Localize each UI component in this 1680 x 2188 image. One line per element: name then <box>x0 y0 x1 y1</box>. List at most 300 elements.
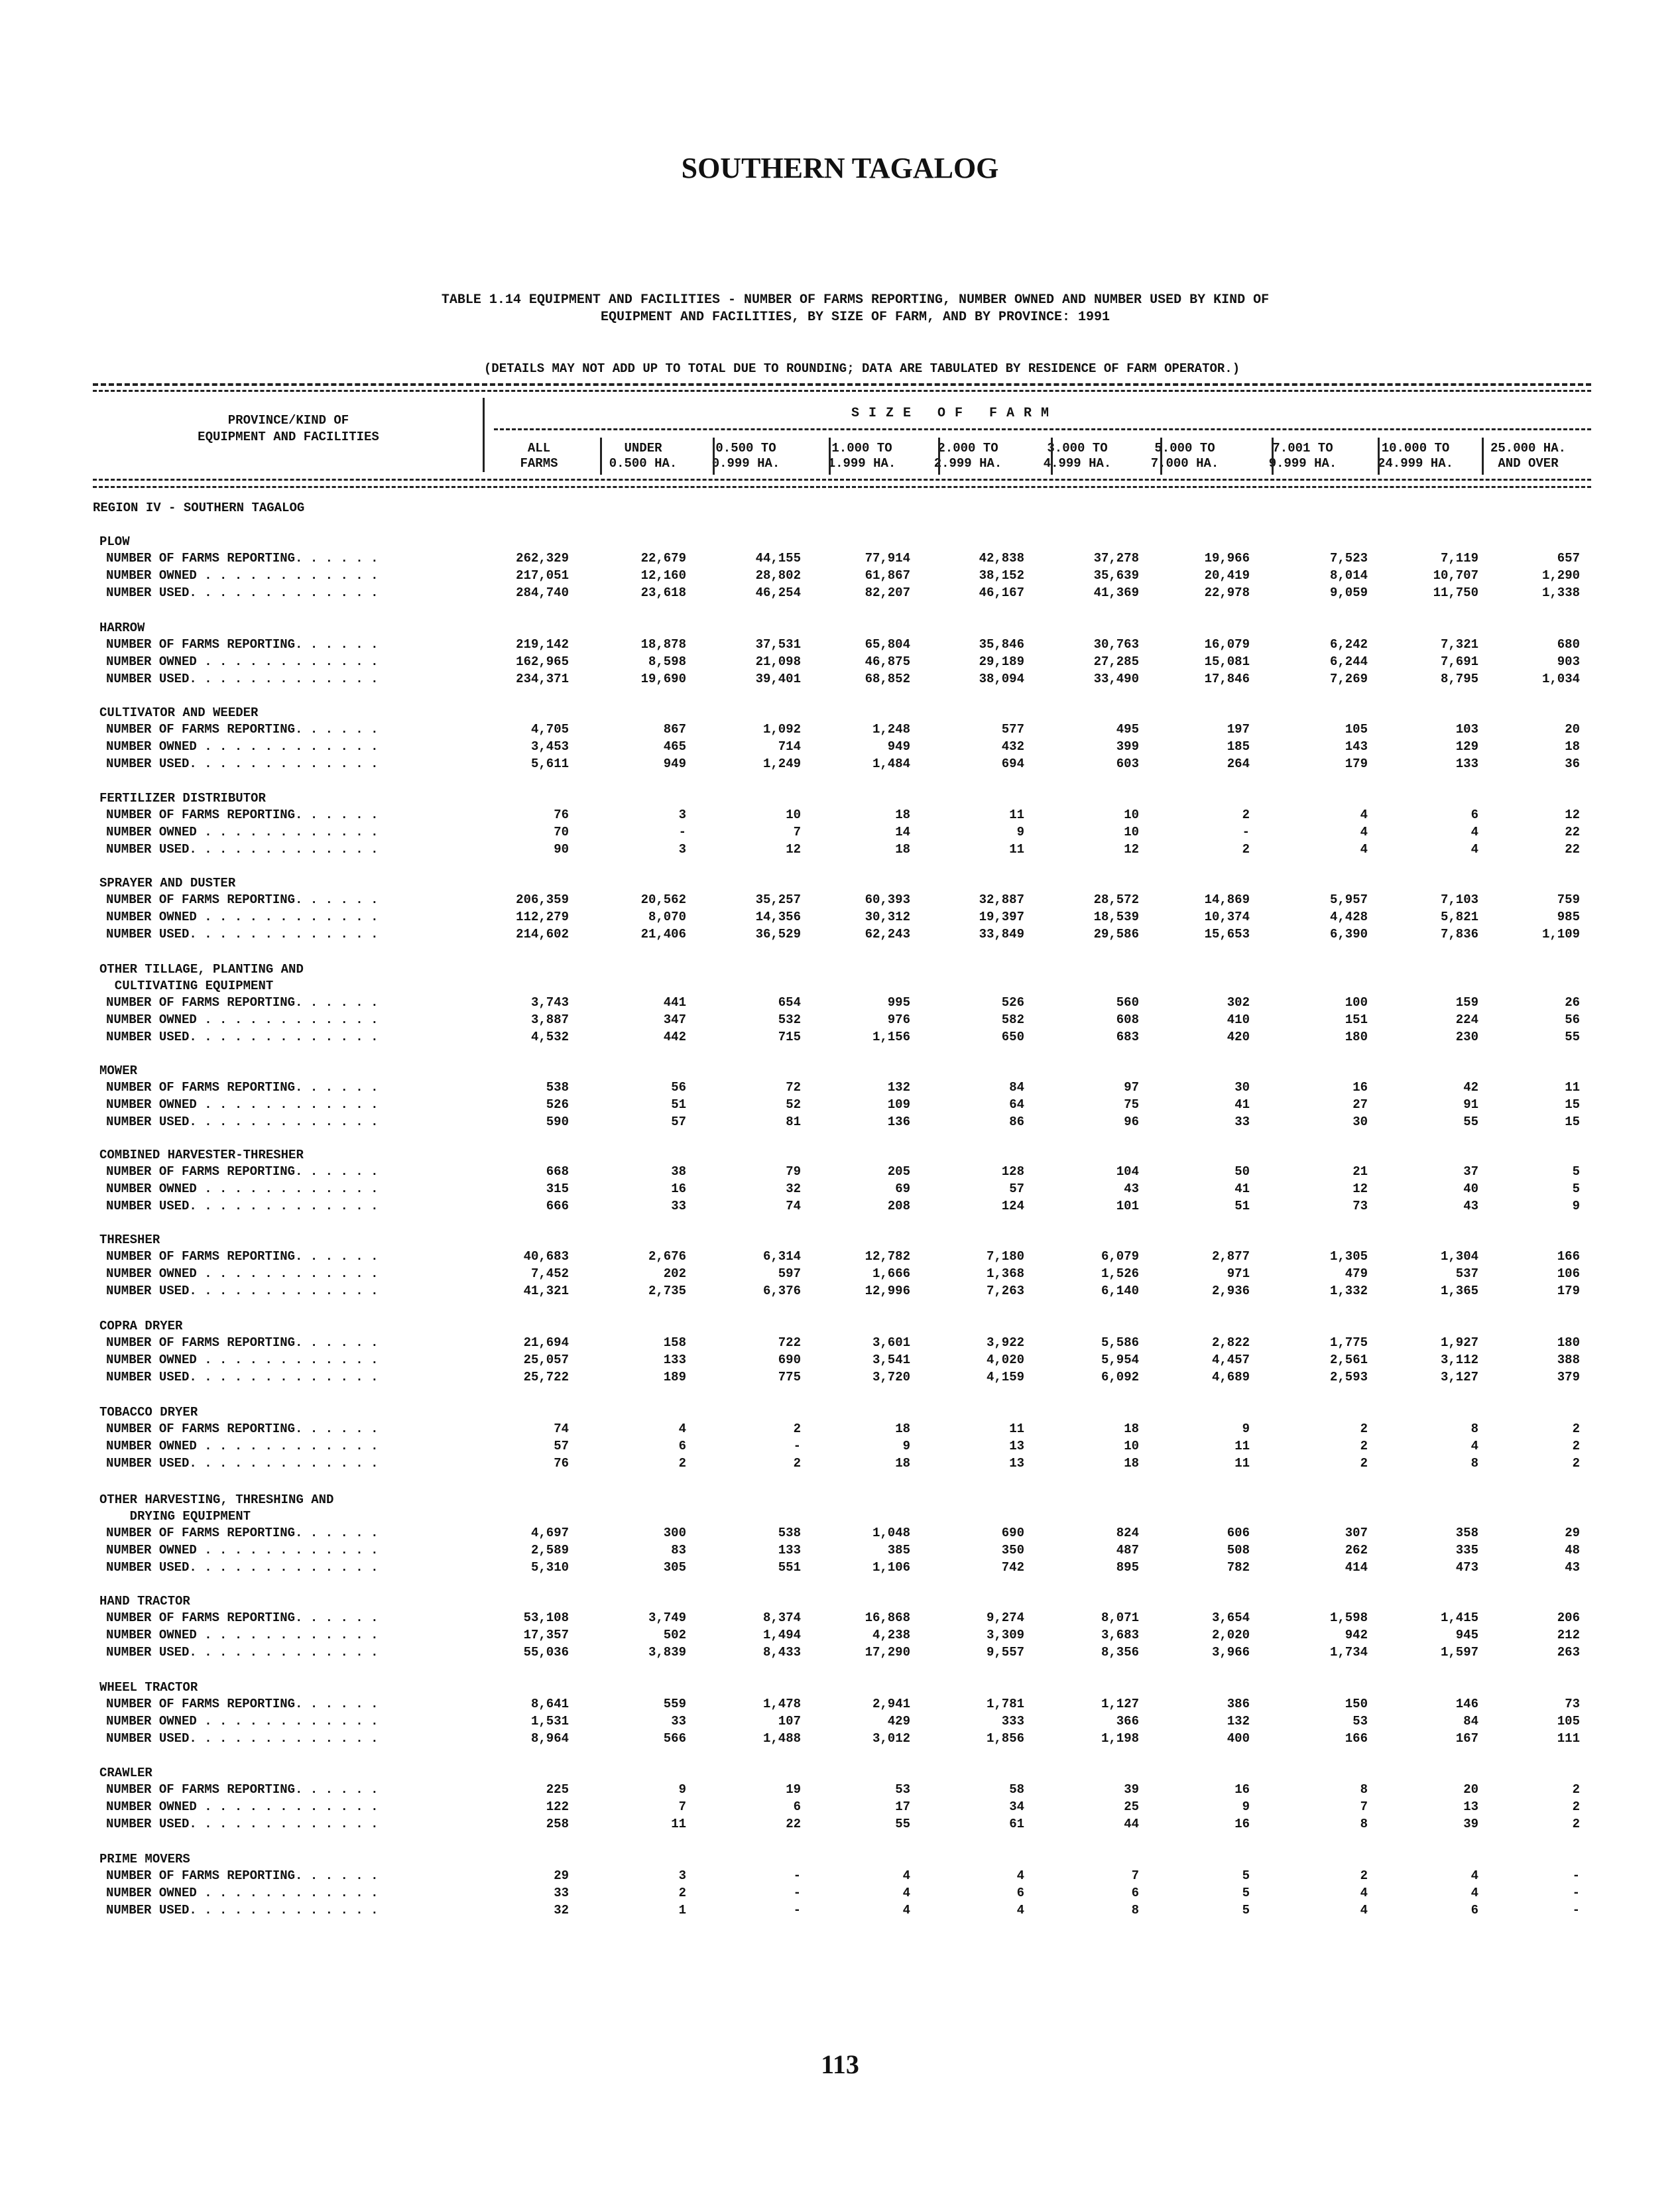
table-cell: 8,795 <box>1440 672 1478 686</box>
table-cell: 3 <box>678 842 686 857</box>
table-cell: 32 <box>554 1903 569 1917</box>
table-cell: 40 <box>1463 1182 1478 1196</box>
table-cell: 4 <box>1470 1868 1478 1883</box>
table-cell: 2 <box>1572 1799 1580 1814</box>
table-cell: 6 <box>1470 1903 1478 1917</box>
table-cell: 3,453 <box>530 739 569 754</box>
table-cell: 8,433 <box>762 1645 801 1660</box>
table-cell: 742 <box>1001 1560 1024 1575</box>
row-label: NUMBER USED. . . . . . . . . . . . . <box>106 1817 379 1831</box>
table-cell: 3,127 <box>1440 1370 1478 1384</box>
table-cell: 3,112 <box>1440 1353 1478 1367</box>
table-cell: 11 <box>1009 842 1024 857</box>
table-cell: 1,488 <box>762 1731 801 1746</box>
table-cell: 264 <box>1227 757 1250 771</box>
table-cell: 690 <box>778 1353 801 1367</box>
table-cell: 18 <box>1565 739 1580 754</box>
table-cell: 441 <box>663 995 686 1010</box>
table-cell: 57 <box>671 1115 686 1129</box>
table-cell: 3,541 <box>872 1353 910 1367</box>
table-cell: 995 <box>887 995 910 1010</box>
row-label: NUMBER OF FARMS REPORTING. . . . . . <box>106 1080 379 1095</box>
table-cell: 18 <box>895 842 910 857</box>
table-cell: 41,369 <box>1093 585 1139 600</box>
table-cell: 41 <box>1234 1182 1250 1196</box>
group-title: COPRA DRYER <box>99 1319 183 1333</box>
table-cell: 18,539 <box>1093 910 1139 924</box>
table-cell: 51 <box>1234 1199 1250 1213</box>
table-cell: 146 <box>1455 1697 1478 1711</box>
table-cell: 28,572 <box>1093 892 1139 907</box>
table-cell: 105 <box>1345 722 1368 737</box>
table-cell: 11 <box>1009 1422 1024 1436</box>
table-cell: 8 <box>1360 1817 1368 1831</box>
table-cell: 2,941 <box>872 1697 910 1711</box>
column-header-line2: 0.500 HA. <box>609 456 678 471</box>
table-cell: 22,978 <box>1204 585 1250 600</box>
row-label: NUMBER OWNED . . . . . . . . . . . . <box>106 825 379 839</box>
table-cell: 112,279 <box>516 910 569 924</box>
table-cell: 39 <box>1124 1782 1139 1797</box>
table-cell: 17,846 <box>1204 672 1250 686</box>
table-cell: 3,749 <box>648 1611 686 1625</box>
table-cell: 388 <box>1557 1353 1580 1367</box>
table-cell: 2 <box>1572 1422 1580 1436</box>
table-cell: 159 <box>1455 995 1478 1010</box>
table-cell: 43 <box>1463 1199 1478 1213</box>
table-cell: 132 <box>1227 1714 1250 1729</box>
table-cell: 56 <box>1565 1012 1580 1027</box>
table-cell: 25,057 <box>523 1353 569 1367</box>
table-cell: 714 <box>778 739 801 754</box>
table-cell: 41,321 <box>523 1284 569 1298</box>
table-cell: 53,108 <box>523 1611 569 1625</box>
size-of-farm-heading: SIZE OF FARM <box>851 406 1059 421</box>
table-cell: 2,735 <box>648 1284 686 1298</box>
table-cell: 8,374 <box>762 1611 801 1625</box>
table-cell: 3,654 <box>1211 1611 1250 1625</box>
row-label: NUMBER USED. . . . . . . . . . . . . <box>106 842 379 857</box>
table-cell: 9 <box>902 1439 910 1453</box>
row-label: NUMBER OWNED . . . . . . . . . . . . <box>106 1886 379 1900</box>
group-title: THRESHER <box>99 1233 160 1247</box>
table-cell: 48 <box>1565 1543 1580 1557</box>
table-cell: 214,602 <box>516 927 569 942</box>
table-cell: 2,589 <box>530 1543 569 1557</box>
table-cell: 3,309 <box>986 1628 1024 1642</box>
row-label: NUMBER OWNED . . . . . . . . . . . . <box>106 1012 379 1027</box>
table-cell: 10,707 <box>1433 568 1478 583</box>
table-cell: 33,849 <box>979 927 1024 942</box>
table-cell: 11 <box>1565 1080 1580 1095</box>
table-cell: 8,070 <box>648 910 686 924</box>
table-cell: 37 <box>1463 1164 1478 1179</box>
table-cell: 606 <box>1227 1526 1250 1540</box>
table-cell: 19 <box>786 1782 801 1797</box>
table-cell: 57 <box>1009 1182 1024 1196</box>
table-cell: 22 <box>1565 842 1580 857</box>
row-label: NUMBER USED. . . . . . . . . . . . . <box>106 1284 379 1298</box>
table-cell: 55,036 <box>523 1645 569 1660</box>
row-label: NUMBER USED. . . . . . . . . . . . . <box>106 1115 379 1129</box>
table-cell: 7,263 <box>986 1284 1024 1298</box>
table-cell: 824 <box>1116 1526 1139 1540</box>
table-cell: 14,869 <box>1204 892 1250 907</box>
column-header-line2: AND OVER <box>1498 456 1559 471</box>
table-cell: 18 <box>895 808 910 822</box>
table-cell: 84 <box>1463 1714 1478 1729</box>
table-cell: 33 <box>554 1886 569 1900</box>
table-cell: 73 <box>1352 1199 1368 1213</box>
table-cell: 4 <box>1470 1439 1478 1453</box>
table-cell: 366 <box>1116 1714 1139 1729</box>
stub-header-line2: EQUIPMENT AND FACILITIES <box>198 430 379 444</box>
row-label: NUMBER OF FARMS REPORTING. . . . . . <box>106 808 379 822</box>
table-cell: 25 <box>1124 1799 1139 1814</box>
table-cell: 205 <box>887 1164 910 1179</box>
table-cell: 358 <box>1455 1526 1478 1540</box>
table-cell: 60,393 <box>865 892 910 907</box>
row-label: NUMBER OWNED . . . . . . . . . . . . <box>106 910 379 924</box>
table-cell: 3,966 <box>1211 1645 1250 1660</box>
table-cell: 315 <box>546 1182 569 1196</box>
table-cell: 79 <box>786 1164 801 1179</box>
table-cell: 782 <box>1227 1560 1250 1575</box>
table-cell: 81 <box>786 1115 801 1129</box>
table-cell: 133 <box>778 1543 801 1557</box>
table-cell: 9 <box>1242 1422 1250 1436</box>
table-cell: 4,705 <box>530 722 569 737</box>
table-cell: 4 <box>1360 1886 1368 1900</box>
table-cell: 7,321 <box>1440 637 1478 652</box>
row-label: NUMBER USED. . . . . . . . . . . . . <box>106 757 379 771</box>
table-cell: 949 <box>887 739 910 754</box>
table-cell: 4,697 <box>530 1526 569 1540</box>
table-cell: 77,914 <box>865 551 910 566</box>
table-cell: 385 <box>887 1543 910 1557</box>
table-cell: 4,159 <box>986 1370 1024 1384</box>
table-cell: 4 <box>1016 1903 1024 1917</box>
table-cell: 11,750 <box>1433 585 1478 600</box>
table-cell: 12,996 <box>865 1284 910 1298</box>
table-cell: 33 <box>671 1199 686 1213</box>
table-cell: 30 <box>1234 1080 1250 1095</box>
row-label: NUMBER OF FARMS REPORTING. . . . . . <box>106 1249 379 1264</box>
table-cell: 5,310 <box>530 1560 569 1575</box>
table-cell: 715 <box>778 1030 801 1044</box>
row-label: NUMBER OF FARMS REPORTING. . . . . . <box>106 1611 379 1625</box>
table-cell: 9 <box>1242 1799 1250 1814</box>
table-cell: 258 <box>546 1817 569 1831</box>
table-cell: 105 <box>1557 1714 1580 1729</box>
table-cell: 8,964 <box>530 1731 569 1746</box>
table-cell: - <box>793 1903 801 1917</box>
table-cell: 559 <box>663 1697 686 1711</box>
table-cell: 68,852 <box>865 672 910 686</box>
table-cell: 143 <box>1345 739 1368 754</box>
table-cell: 91 <box>1463 1097 1478 1112</box>
table-cell: 42,838 <box>979 551 1024 566</box>
table-cell: 1,526 <box>1101 1266 1139 1281</box>
table-cell: 8,071 <box>1101 1611 1139 1625</box>
table-cell: 83 <box>671 1543 686 1557</box>
table-cell: 5 <box>1572 1164 1580 1179</box>
table-cell: 582 <box>1001 1012 1024 1027</box>
table-cell: 6 <box>678 1439 686 1453</box>
row-label: NUMBER OWNED . . . . . . . . . . . . <box>106 1714 379 1729</box>
table-cell: 158 <box>663 1335 686 1350</box>
table-cell: 420 <box>1227 1030 1250 1044</box>
group-title: PLOW <box>99 534 130 549</box>
row-label: NUMBER USED. . . . . . . . . . . . . <box>106 1030 379 1044</box>
table-cell: - <box>1572 1868 1580 1883</box>
table-cell: 538 <box>546 1080 569 1095</box>
table-cell: 166 <box>1345 1731 1368 1746</box>
table-cell: 429 <box>887 1714 910 1729</box>
table-cell: 35,846 <box>979 637 1024 652</box>
table-cell: 1,494 <box>762 1628 801 1642</box>
table-cell: 3,720 <box>872 1370 910 1384</box>
page-number: 113 <box>821 2049 859 2079</box>
table-cell: 37,278 <box>1093 551 1139 566</box>
table-cell: 18 <box>895 1456 910 1471</box>
table-cell: 473 <box>1455 1560 1478 1575</box>
group-title: COMBINED HARVESTER-THRESHER <box>99 1148 304 1162</box>
row-label: NUMBER OWNED . . . . . . . . . . . . <box>106 739 379 754</box>
table-cell: 106 <box>1557 1266 1580 1281</box>
table-cell: 2 <box>1572 1817 1580 1831</box>
table-cell: 43 <box>1124 1182 1139 1196</box>
table-cell: 442 <box>663 1030 686 1044</box>
table-cell: 1,249 <box>762 757 801 771</box>
table-cell: 55 <box>895 1817 910 1831</box>
table-cell: 495 <box>1116 722 1139 737</box>
table-cell: 12 <box>1124 842 1139 857</box>
table-cell: 410 <box>1227 1012 1250 1027</box>
table-cell: 333 <box>1001 1714 1024 1729</box>
table-cell: 508 <box>1227 1543 1250 1557</box>
table-cell: 29 <box>1565 1526 1580 1540</box>
table-cell: 1,781 <box>986 1697 1024 1711</box>
table-cell: 180 <box>1345 1030 1368 1044</box>
table-cell: 55 <box>1565 1030 1580 1044</box>
table-cell: 53 <box>1352 1714 1368 1729</box>
table-cell: 775 <box>778 1370 801 1384</box>
row-label: NUMBER OWNED . . . . . . . . . . . . <box>106 1353 379 1367</box>
table-cell: 41 <box>1234 1097 1250 1112</box>
table-cell: 100 <box>1345 995 1368 1010</box>
table-cell: 1,127 <box>1101 1697 1139 1711</box>
table-cell: 26 <box>1565 995 1580 1010</box>
column-header-line2: 1.999 HA. <box>827 456 896 471</box>
table-cell: 4,238 <box>872 1628 910 1642</box>
table-cell: 8 <box>1360 1782 1368 1797</box>
table-cell: 97 <box>1124 1080 1139 1095</box>
table-cell: 133 <box>1455 757 1478 771</box>
table-cell: 33 <box>1234 1115 1250 1129</box>
table-cell: 8,641 <box>530 1697 569 1711</box>
table-cell: 129 <box>1455 739 1478 754</box>
table-cell: 7,836 <box>1440 927 1478 942</box>
table-cell: 2 <box>1572 1439 1580 1453</box>
table-cell: 44,155 <box>755 551 801 566</box>
group-title: CULTIVATOR AND WEEDER <box>99 705 259 720</box>
table-cell: 603 <box>1116 757 1139 771</box>
table-cell: 300 <box>663 1526 686 1540</box>
table-cell: 2,936 <box>1211 1284 1250 1298</box>
table-cell: 12,782 <box>865 1249 910 1264</box>
table-cell: 10 <box>786 808 801 822</box>
table-cell: 33,490 <box>1093 672 1139 686</box>
table-cell: 10 <box>1124 825 1139 839</box>
table-cell: 208 <box>887 1199 910 1213</box>
table-cell: 432 <box>1001 739 1024 754</box>
column-header-line1: 2.000 TO <box>937 441 998 456</box>
table-cell: 608 <box>1116 1012 1139 1027</box>
table-cell: 35,639 <box>1093 568 1139 583</box>
table-cell: 2,561 <box>1329 1353 1368 1367</box>
table-cell: 69 <box>895 1182 910 1196</box>
table-cell: 53 <box>895 1782 910 1797</box>
row-label: NUMBER USED. . . . . . . . . . . . . <box>106 1645 379 1660</box>
table-cell: 11 <box>671 1817 686 1831</box>
group-title: OTHER TILLAGE, PLANTING AND <box>99 962 304 977</box>
table-title-line1: TABLE 1.14 EQUIPMENT AND FACILITIES - NUMBER OF FARMS REPORTING, NUMBER OWNED AND NUMBER USED BY KIND OF <box>441 292 1270 308</box>
group-title: CRAWLER <box>99 1766 152 1780</box>
row-label: NUMBER OF FARMS REPORTING. . . . . . <box>106 637 379 652</box>
row-label: NUMBER USED. . . . . . . . . . . . . <box>106 585 379 600</box>
table-cell: 107 <box>778 1714 801 1729</box>
table-cell: 8,014 <box>1329 568 1368 583</box>
table-cell: 43 <box>1565 1560 1580 1575</box>
table-cell: 35,257 <box>755 892 801 907</box>
table-cell: 3,887 <box>530 1012 569 1027</box>
stub-header-line1: PROVINCE/KIND OF <box>227 413 349 428</box>
group-title: OTHER HARVESTING, THRESHING AND <box>99 1492 334 1507</box>
table-cell: 212 <box>1557 1628 1580 1642</box>
table-cell: 206 <box>1557 1611 1580 1625</box>
table-cell: 9 <box>1572 1199 1580 1213</box>
table-cell: 8,598 <box>648 654 686 669</box>
row-label: NUMBER USED. . . . . . . . . . . . . <box>106 1903 379 1917</box>
table-cell: 4,689 <box>1211 1370 1250 1384</box>
table-cell: 400 <box>1227 1731 1250 1746</box>
table-cell: 167 <box>1455 1731 1478 1746</box>
table-cell: 18 <box>1124 1422 1139 1436</box>
column-header-line1: UNDER <box>624 441 662 456</box>
table-cell: 577 <box>1001 722 1024 737</box>
table-cell: 3,743 <box>530 995 569 1010</box>
table-cell: 1,365 <box>1440 1284 1478 1298</box>
table-cell: 5 <box>1242 1903 1250 1917</box>
table-cell: 12 <box>786 842 801 857</box>
group-title: HAND TRACTOR <box>99 1594 190 1609</box>
table-cell: 307 <box>1345 1526 1368 1540</box>
table-cell: 399 <box>1116 739 1139 754</box>
table-cell: 1,597 <box>1440 1645 1478 1660</box>
table-cell: 590 <box>546 1115 569 1129</box>
table-cell: 566 <box>663 1731 686 1746</box>
table-cell: 75 <box>1124 1097 1139 1112</box>
table-cell: 9,557 <box>986 1645 1024 1660</box>
table-cell: 82,207 <box>865 585 910 600</box>
table-cell: 56 <box>671 1080 686 1095</box>
table-cell: 6,079 <box>1101 1249 1139 1264</box>
table-cell: - <box>1572 1903 1580 1917</box>
table-cell: 61 <box>1009 1817 1024 1831</box>
table-cell: 5,611 <box>530 757 569 771</box>
table-cell: 86 <box>1009 1115 1024 1129</box>
table-cell: 8 <box>1470 1422 1478 1436</box>
table-cell: 1,290 <box>1541 568 1580 583</box>
group-title: WHEEL TRACTOR <box>99 1680 198 1695</box>
table-cell: 73 <box>1565 1697 1580 1711</box>
table-cell: 2,676 <box>648 1249 686 1264</box>
table-cell: 6 <box>793 1799 801 1814</box>
table-cell: 668 <box>546 1164 569 1179</box>
table-cell: 694 <box>1001 757 1024 771</box>
table-cell: 722 <box>778 1335 801 1350</box>
table-cell: 30,763 <box>1093 637 1139 652</box>
table-cell: 9 <box>678 1782 686 1797</box>
table-cell: 16 <box>1234 1817 1250 1831</box>
table-cell: 6,242 <box>1329 637 1368 652</box>
table-cell: 166 <box>1557 1249 1580 1264</box>
group-title: FERTILIZER DISTRIBUTOR <box>99 791 266 806</box>
table-cell: 27,285 <box>1093 654 1139 669</box>
table-cell: 52 <box>786 1097 801 1112</box>
table-cell: 185 <box>1227 739 1250 754</box>
table-cell: 39,401 <box>755 672 801 686</box>
table-cell: 4,428 <box>1329 910 1368 924</box>
row-label: NUMBER USED. . . . . . . . . . . . . <box>106 927 379 942</box>
table-cell: 2 <box>793 1456 801 1471</box>
table-cell: 942 <box>1345 1628 1368 1642</box>
table-cell: 1,484 <box>872 757 910 771</box>
table-cell: 6,244 <box>1329 654 1368 669</box>
table-cell: 487 <box>1116 1543 1139 1557</box>
table-cell: 234,371 <box>516 672 569 686</box>
table-cell: 21 <box>1352 1164 1368 1179</box>
table-cell: 335 <box>1455 1543 1478 1557</box>
table-cell: 2 <box>678 1886 686 1900</box>
group-title: SPRAYER AND DUSTER <box>99 876 236 890</box>
table-cell: 350 <box>1001 1543 1024 1557</box>
column-header-line1: 3.000 TO <box>1047 441 1108 456</box>
table-cell: 2 <box>1572 1782 1580 1797</box>
table-cell: 224 <box>1455 1012 1478 1027</box>
table-cell: - <box>793 1439 801 1453</box>
table-cell: 14 <box>895 825 910 839</box>
table-cell: 103 <box>1455 722 1478 737</box>
table-cell: 61,867 <box>865 568 910 583</box>
table-cell: 2 <box>1360 1868 1368 1883</box>
table-cell: 133 <box>663 1353 686 1367</box>
table-cell: 2 <box>1242 808 1250 822</box>
table-cell: 29,189 <box>979 654 1024 669</box>
row-label: NUMBER OF FARMS REPORTING. . . . . . <box>106 892 379 907</box>
table-cell: 9,274 <box>986 1611 1024 1625</box>
column-header-line1: 0.500 TO <box>715 441 776 456</box>
table-cell: 46,167 <box>979 585 1024 600</box>
group-title: HARROW <box>99 621 145 635</box>
table-cell: 4 <box>1016 1868 1024 1883</box>
table-cell: 895 <box>1116 1560 1139 1575</box>
table-cell: 650 <box>1001 1030 1024 1044</box>
table-cell: 180 <box>1557 1335 1580 1350</box>
table-cell: 4 <box>678 1422 686 1436</box>
table-cell: 3,012 <box>872 1731 910 1746</box>
